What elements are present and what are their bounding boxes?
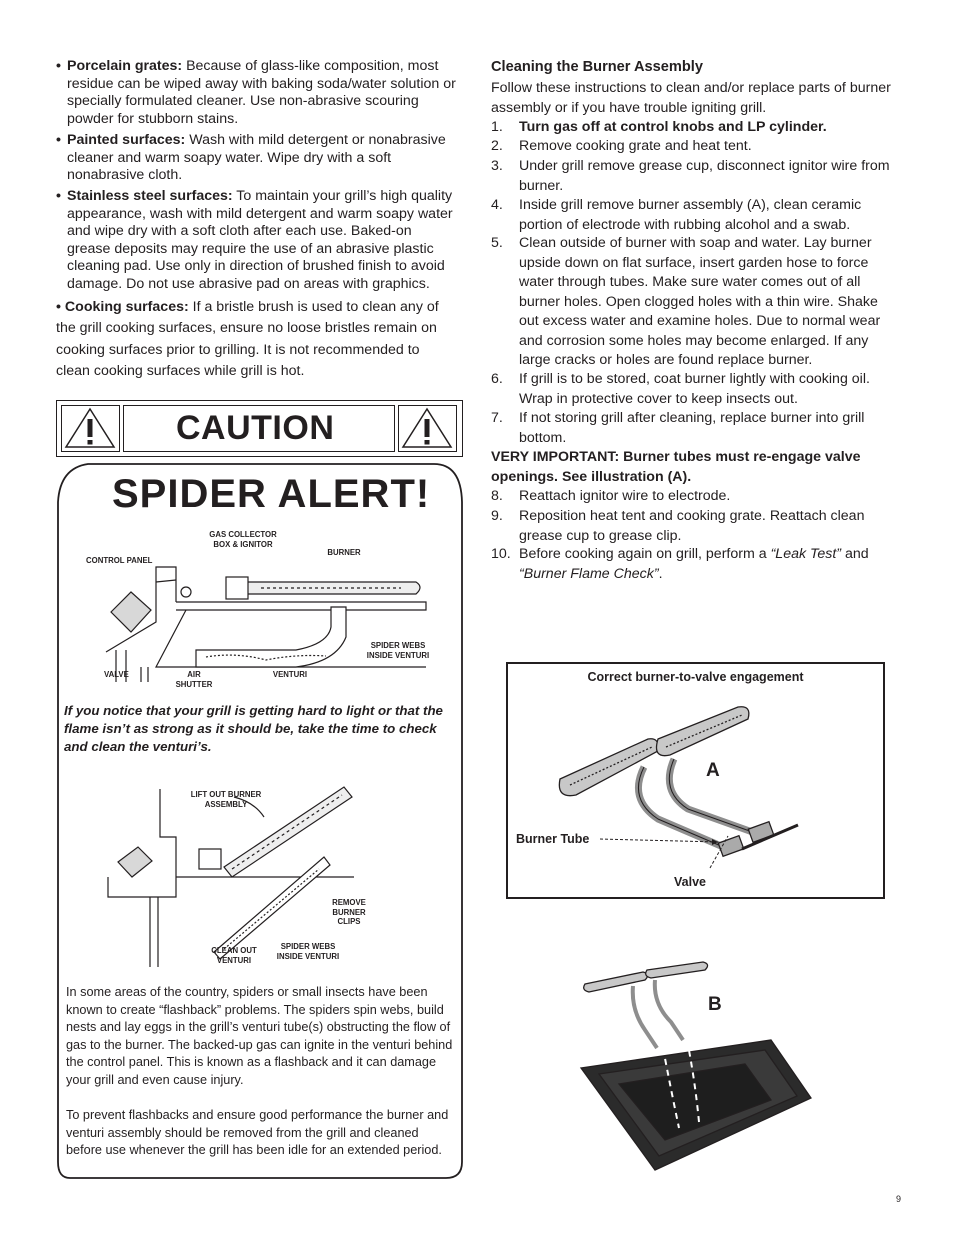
bullet-title: Porcelain grates:: [67, 58, 183, 74]
bullet-title: Cooking surfaces:: [64, 299, 189, 315]
burner-flame-check-ref: “Burner Flame Check”: [519, 565, 659, 582]
figure-b-illustration: [575, 960, 825, 1175]
bullet-marker: •: [56, 188, 61, 204]
bullet-cooking-surfaces: [56, 297, 456, 382]
figure-b-letter: B: [708, 994, 722, 1015]
figure-a-title: Correct burner-to-valve engagement: [587, 670, 804, 684]
caution-banner: [56, 400, 463, 457]
valve-leader-line: [704, 834, 734, 870]
step-text: If not storing grill after cleaning, replace burner into grill bottom.: [519, 410, 865, 446]
step-1: [491, 118, 896, 138]
page-number: 9: [896, 1194, 902, 1204]
step-number: 10.: [491, 546, 511, 562]
step-3: [491, 157, 896, 196]
label-remove-clips: REMOVE BURNER CLIPS: [332, 898, 366, 926]
label-gas-collector: GAS COLLECTOR BOX & IGNITOR: [209, 530, 277, 549]
bullet-porcelain-grates: [56, 58, 456, 128]
step-text: [519, 545, 896, 584]
bullet-stainless-steel: [56, 188, 456, 294]
spider-alert-title: SPIDER ALERT!: [112, 472, 431, 516]
bullet-text: To maintain your grill’s high quality appearance, wash with mild detergent and warm soapy water and wipe dry with a soft cloth after each use. Baked-on grease deposits may require the use of an abrasive plastic cleaning pad. Use only in direction of brushed finish to avoid damage. Do not use abrasive pad on areas with graphics.: [67, 188, 453, 292]
section-intro: Follow these instructions to clean and/or replace parts of burner assembly or if you have trouble igniting grill.: [491, 80, 891, 116]
caution-title-box: [123, 405, 395, 452]
label-spider-webs-1: SPIDER WEBS INSIDE VENTURI: [366, 641, 430, 660]
figure-a: [506, 662, 885, 899]
leak-test-ref: “Leak Test”: [770, 546, 842, 562]
step-text: Remove cooking grate and heat tent.: [519, 138, 752, 154]
step-8: [491, 487, 896, 507]
step-number: 4.: [491, 197, 503, 213]
label-air-shutter: AIR SHUTTER: [175, 670, 213, 689]
warning-triangle-icon: [62, 406, 118, 450]
label-valve: VALVE: [104, 670, 129, 679]
warning-box-left: [61, 405, 120, 452]
warning-triangle-icon: [399, 406, 455, 450]
bullet-marker: •: [56, 58, 61, 74]
spider-notice: If you notice that your grill is getting hard to light or that the flame isn’t as strong as it should be, take the time to check and clean the venturi’s.: [64, 703, 443, 754]
valve-label: Valve: [674, 875, 706, 889]
bullet-text: If a bristle brush is used to clean any of the grill cooking surfaces, ensure no loose bristles remain on cooking surfaces prior to grilling. It is not recommended to clean cooking surfaces while grill is hot.: [56, 299, 439, 379]
label-venturi: VENTURI: [272, 670, 308, 679]
bullet-marker: •: [56, 132, 61, 148]
step-number: 7.: [491, 410, 503, 426]
step-number: 1.: [491, 119, 503, 135]
step-4: [491, 196, 896, 235]
bullet-title: Stainless steel surfaces:: [67, 188, 233, 204]
step-9: [491, 507, 896, 546]
step-text: Reposition heat tent and cooking grate. Reattach clean grease cup to grease clip.: [519, 508, 865, 544]
spider-paragraph-2: To prevent flashbacks and ensure good performance the burner and venturi assembly should be removed from the grill and cleaned before use whenever the grill has been idle for an extended period.: [66, 1108, 449, 1158]
section-heading: Cleaning the Burner Assembly: [491, 59, 703, 75]
step-text: Clean outside of burner with soap and water. Lay burner upside down on flat surface, insert garden hose to force water through tubes. Make sure water comes out of all burner holes. Open clogged holes with a thin wire. Shake out excess water and examine holes. Due to normal wear and corrosion some holes may become enlarged. If any large cracks or holes are found replace burner.: [519, 235, 881, 368]
caution-title: CAUTION: [176, 409, 335, 447]
step-2: [491, 137, 896, 157]
spider-paragraph-1: In some areas of the country, spiders or small insects have been known to create “flashback” problems. The spiders spin webs, build nests and lay eggs in the grill’s venturi tube(s) obstructing the flow of gas to the burner. The backed-up gas can ignite in the venturi behind the control panel. This is known as a flashback and it can damage your grill and even cause injury.: [66, 985, 453, 1087]
bullet-marker: •: [56, 299, 61, 315]
step-text: Reattach ignitor wire to electrode.: [519, 488, 731, 504]
step-text: Under grill remove grease cup, disconnect ignitor wire from burner.: [519, 158, 890, 194]
step-10: [491, 545, 896, 584]
warning-box-right: [398, 405, 457, 452]
step-text: If grill is to be stored, coat burner lightly with cooking oil. Wrap in protective cover to keep insects out.: [519, 371, 870, 407]
step-5: [491, 234, 896, 371]
label-lift-out: LIFT OUT BURNER ASSEMBLY: [190, 790, 262, 809]
bullet-text: Because of glass-like composition, most residue can be wiped away with baking soda/water solution or specially formulated cleaner. Use non-abrasive scouring powder for stubborn stains.: [67, 58, 456, 127]
label-clean-out: CLEAN OUT VENTURI: [211, 946, 257, 965]
step-number: 3.: [491, 158, 503, 174]
step-text: Inside grill remove burner assembly (A), clean ceramic portion of electrode with rubbing alcohol and a swab.: [519, 197, 862, 233]
step-6: [491, 370, 896, 409]
spider-alert-panel: [56, 462, 463, 1180]
step-number: 8.: [491, 488, 503, 504]
step-text: Turn gas off at control knobs and LP cylinder.: [519, 119, 827, 135]
step-number: 2.: [491, 138, 503, 154]
very-important-note: VERY IMPORTANT: Burner tubes must re-engage valve openings. See illustration (A).: [491, 449, 861, 485]
step-number: 9.: [491, 508, 503, 524]
label-control-panel: CONTROL PANEL: [86, 556, 153, 565]
figure-a-letter: A: [706, 760, 720, 781]
step-text-part: .: [658, 565, 663, 582]
bullet-painted-surfaces: [56, 132, 456, 185]
label-burner: BURNER: [327, 548, 361, 557]
label-spider-webs-2: SPIDER WEBS INSIDE VENTURI: [276, 942, 340, 961]
bullet-title: Painted surfaces:: [67, 132, 186, 148]
step-7: [491, 409, 896, 448]
step-number: 6.: [491, 371, 503, 387]
burner-tube-label: Burner Tube: [516, 832, 590, 846]
step-text-part: Before cooking again on grill, perform a: [519, 546, 771, 562]
bullet-text: Wash with mild detergent or nonabrasive cleaner and warm soapy water. Wipe dry with a soft nonabrasive cloth.: [67, 132, 446, 184]
step-text-part: and: [841, 546, 869, 562]
step-number: 5.: [491, 235, 503, 251]
